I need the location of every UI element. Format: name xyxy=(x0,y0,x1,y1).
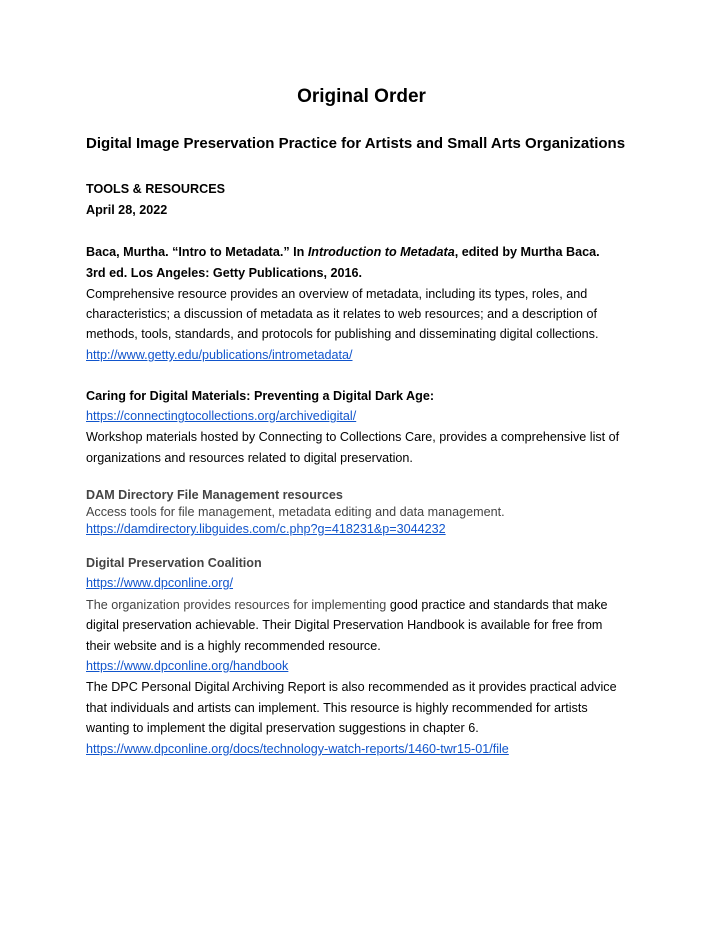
document-date: April 28, 2022 xyxy=(86,203,168,217)
section-label: TOOLS & RESOURCES xyxy=(86,182,226,196)
connecting-to-collections-link[interactable]: https://connectingtocollections.org/archivedigital/ xyxy=(86,409,357,423)
baca-citation-line1: Baca, Murtha. “Intro to Metadata.” In Introduction to Metadata, edited by Murtha Baca. xyxy=(86,245,600,259)
baca-citation-line2: 3rd ed. Los Angeles: Getty Publications, 2016. xyxy=(86,266,362,280)
dpc-report-desc-line: that individuals and artists can implement. This resource is highly recommended for artists xyxy=(86,701,588,715)
caring-desc-line: organizations and resources related to digital preservation. xyxy=(86,451,413,465)
dpc-desc-line: their website and is a highly recommended resource. xyxy=(86,639,381,653)
document-subtitle: Digital Image Preservation Practice for Artists and Small Arts Organizations xyxy=(86,135,626,152)
caring-desc-line: Workshop materials hosted by Connecting to Collections Care, provides a comprehensive list of xyxy=(86,430,620,444)
dpc-home-link[interactable]: https://www.dpconline.org/ xyxy=(86,576,234,590)
dpc-desc-line: The organization provides resources for implementing good practice and standards that make xyxy=(86,598,608,612)
getty-metadata-link[interactable]: http://www.getty.edu/publications/intrometadata/ xyxy=(86,348,353,362)
baca-desc-line: methods, tools, standards, and protocols for publishing and disseminating digital collections. xyxy=(86,327,599,341)
dpc-desc-line: digital preservation achievable. Their Digital Preservation Handbook is available for free from xyxy=(86,618,603,632)
dpc-report-desc-line: wanting to implement the digital preservation suggestions in chapter 6. xyxy=(86,721,479,735)
dam-desc: Access tools for file management, metadata editing and data management. xyxy=(86,505,505,519)
baca-desc-line: Comprehensive resource provides an overview of metadata, including its types, roles, and xyxy=(86,287,588,301)
dpc-twr-report-link[interactable]: https://www.dpconline.org/docs/technology-watch-reports/1460-twr15-01/file xyxy=(86,742,509,756)
page-title: Original Order xyxy=(297,86,426,107)
dpc-heading: Digital Preservation Coalition xyxy=(86,556,262,570)
dam-directory-link[interactable]: https://damdirectory.libguides.com/c.php?g=418231&p=3044232 xyxy=(86,522,446,536)
dam-heading: DAM Directory File Management resources xyxy=(86,488,343,502)
baca-desc-line: characteristics; a discussion of metadata as it relates to web resources; and a description of xyxy=(86,307,597,321)
caring-heading: Caring for Digital Materials: Preventing a Digital Dark Age: xyxy=(86,389,435,403)
dpc-report-desc-line: The DPC Personal Digital Archiving Report is also recommended as it provides practical advice xyxy=(86,680,617,694)
dpc-handbook-link[interactable]: https://www.dpconline.org/handbook xyxy=(86,659,289,673)
